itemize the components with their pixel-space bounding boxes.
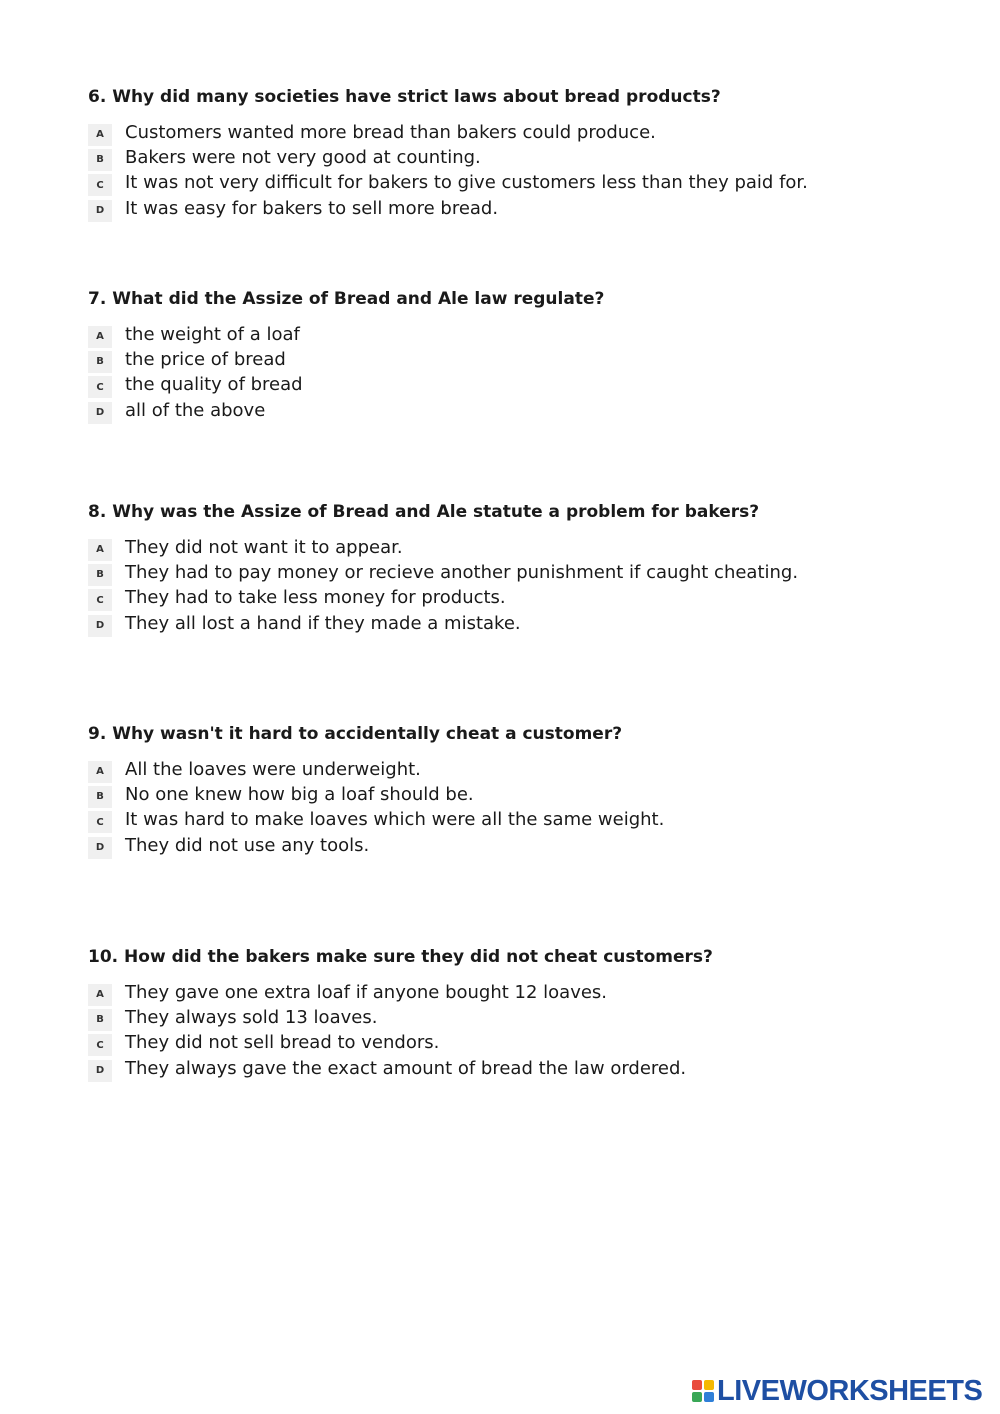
option-letter-badge: A xyxy=(88,761,112,783)
option-letter-badge: B xyxy=(88,786,112,808)
option-d[interactable] xyxy=(88,196,968,221)
option-letter-badge: B xyxy=(88,351,112,373)
question-7 xyxy=(88,288,968,423)
logo-square-red xyxy=(692,1380,702,1390)
option-text: Customers wanted more bread than bakers could produce. xyxy=(125,121,656,143)
option-letter-badge: B xyxy=(88,564,112,586)
answer-options xyxy=(88,120,968,221)
option-text: They always gave the exact amount of bread the law ordered. xyxy=(125,1057,687,1079)
option-text: All the loaves were underweight. xyxy=(125,758,421,780)
option-c[interactable] xyxy=(88,373,968,398)
option-text: They gave one extra loaf if anyone bought 12 loaves. xyxy=(125,981,608,1003)
option-letter-badge: D xyxy=(88,837,112,859)
option-d[interactable] xyxy=(88,1056,968,1081)
option-c[interactable] xyxy=(88,171,968,196)
option-a[interactable] xyxy=(88,757,968,782)
question-6 xyxy=(88,86,968,221)
question-title: 8. Why was the Assize of Bread and Ale statute a problem for bakers? xyxy=(88,502,760,522)
option-text: Bakers were not very good at counting. xyxy=(125,146,481,168)
question-8 xyxy=(88,501,968,636)
option-b[interactable] xyxy=(88,1005,968,1030)
option-a[interactable] xyxy=(88,980,968,1005)
option-text: the quality of bread xyxy=(125,374,303,396)
answer-options xyxy=(88,535,968,636)
question-10 xyxy=(88,946,968,1081)
logo-text: LIVEWORKSHEETS xyxy=(717,1374,983,1407)
option-text: They always sold 13 loaves. xyxy=(125,1006,378,1028)
question-title: 9. Why wasn't it hard to accidentally cheat a customer? xyxy=(88,724,623,744)
option-d[interactable] xyxy=(88,611,968,636)
option-letter-badge: D xyxy=(88,402,112,424)
logo-square-blue xyxy=(704,1392,714,1402)
question-title: 7. What did the Assize of Bread and Ale law regulate? xyxy=(88,289,605,309)
liveworksheets-logo-icon xyxy=(692,1380,714,1402)
option-letter-badge: A xyxy=(88,124,112,146)
liveworksheets-logo xyxy=(692,1374,982,1408)
answer-options xyxy=(88,757,968,858)
option-text: They did not use any tools. xyxy=(125,834,370,856)
answer-options xyxy=(88,980,968,1081)
option-text: It was hard to make loaves which were all the same weight. xyxy=(125,809,665,831)
option-letter-badge: C xyxy=(88,811,112,833)
option-letter-badge: D xyxy=(88,200,112,222)
option-b[interactable] xyxy=(88,782,968,807)
option-letter-badge: A xyxy=(88,326,112,348)
option-text: They all lost a hand if they made a mistake. xyxy=(125,612,521,634)
option-text: They did not sell bread to vendors. xyxy=(125,1032,440,1054)
answer-options xyxy=(88,322,968,423)
option-letter-badge: D xyxy=(88,1060,112,1082)
option-c[interactable] xyxy=(88,808,968,833)
option-text: They did not want it to appear. xyxy=(125,536,403,558)
option-text: They had to pay money or recieve another punishment if caught cheating. xyxy=(125,561,799,583)
option-d[interactable] xyxy=(88,833,968,858)
option-text: No one knew how big a loaf should be. xyxy=(125,783,474,805)
question-title: 6. Why did many societies have strict laws about bread products? xyxy=(88,87,721,107)
option-d[interactable] xyxy=(88,398,968,423)
option-a[interactable] xyxy=(88,120,968,145)
option-letter-badge: A xyxy=(88,984,112,1006)
option-b[interactable] xyxy=(88,347,968,372)
option-letter-badge: B xyxy=(88,1009,112,1031)
option-a[interactable] xyxy=(88,535,968,560)
option-letter-badge: C xyxy=(88,589,112,611)
option-letter-badge: C xyxy=(88,1034,112,1056)
option-c[interactable] xyxy=(88,586,968,611)
option-text: It was not very difficult for bakers to give customers less than they paid for. xyxy=(125,172,808,194)
option-text: the weight of a loaf xyxy=(125,323,300,345)
option-b[interactable] xyxy=(88,560,968,585)
option-a[interactable] xyxy=(88,322,968,347)
option-letter-badge: C xyxy=(88,376,112,398)
option-letter-badge: C xyxy=(88,174,112,196)
logo-square-yellow xyxy=(704,1380,714,1390)
option-text: the price of bread xyxy=(125,348,286,370)
option-c[interactable] xyxy=(88,1031,968,1056)
question-9 xyxy=(88,723,968,858)
option-letter-badge: B xyxy=(88,149,112,171)
option-b[interactable] xyxy=(88,145,968,170)
option-text: all of the above xyxy=(125,399,266,421)
option-letter-badge: D xyxy=(88,615,112,637)
question-title: 10. How did the bakers make sure they did not cheat customers? xyxy=(88,947,713,967)
option-text: It was easy for bakers to sell more bread. xyxy=(125,197,499,219)
option-text: They had to take less money for products. xyxy=(125,587,506,609)
option-letter-badge: A xyxy=(88,539,112,561)
logo-square-green xyxy=(692,1392,702,1402)
